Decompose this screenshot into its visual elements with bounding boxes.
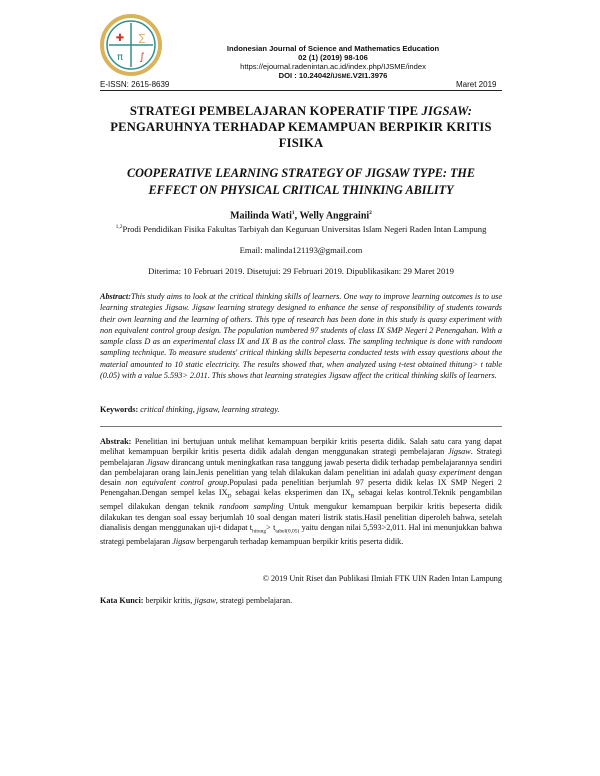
- section-divider: [100, 426, 502, 427]
- title-english: COOPERATIVE LEARNING STRATEGY OF JIGSAW TYPE: THE EFFECT ON PHYSICAL CRITICAL THINKING ABILITY: [126, 166, 476, 197]
- svg-text:✚: ✚: [115, 33, 125, 44]
- journal-url[interactable]: https://ejournal.radenintan.ac.id/index.php/IJSME/index: [240, 62, 426, 71]
- issue-date: Maret 2019: [456, 80, 497, 89]
- header-divider: [100, 90, 502, 91]
- abstract-english: Abstract:This study aims to look at the critical thinking skills of learners. One way to improve learning outcomes is to use learning strategies Jigsaw. Jigsaw learning strategy designed to enhance the sense of responsibility of students towards their own learning and the learning of others. This type of research has been done in this study is quasy experiment with non equivalent control group design. The population numbered 97 students of class IX SMP Negeri 2 Penengahan. With a sample class D as an experimental class IX and IX B as the control class. The sampling technique is done with randoom sampling technique. To measure students' critical thinking skills bepeserta conducted tests with essay questions about the material amounted to 10 static electricity. The results showed that, when analyzed using t-test obtained thitung> t table (0.05) with a value 5.593> 2.011. This shows that learning strategies Jigsaw affect the critical thinking skills of learners.: [100, 292, 502, 381]
- submission-dates: Diterima: 10 Februari 2019. Disetujui: 29 Februari 2019. Dipublikasikan: 29 Maret 2019: [148, 266, 454, 276]
- journal-logo-icon: [100, 14, 162, 76]
- svg-text:π: π: [116, 52, 124, 63]
- svg-text:∑: ∑: [138, 33, 146, 44]
- issn: E-ISSN: 2615-8639: [100, 80, 170, 89]
- journal-header: [168, 44, 498, 82]
- keywords-english: Keywords: critical thinking, jigsaw, learning strategy.: [100, 405, 280, 414]
- journal-doi: DOI : 10.24042/IJSME.V2I1.3976: [278, 71, 388, 80]
- affiliation: $^{1,2}$Prodi Pendidikan Fisika Fakultas Tarbiyah dan Keguruan Universitas Islam Negeri Raden Intan Lampung: [115, 224, 487, 234]
- journal-name: Indonesian Journal of Science and Mathematics Education: [226, 44, 440, 53]
- abstract-indonesian: Abstrak: Penelitian ini bertujuan untuk melihat kemampuan berpikir kritis peserta didik. Salah satu cara yang dapat melihat kemampuan berpikir kritis peserta didik adalah dengan menggunakan strategi pembelajaran Jigsaw. Strategi pembelajaran Jigsaw dirancang untuk meningkatkan rasa tanggung jawab peserta didik terhadap pembelajarannya sendiri dan pembelajaran orang lain.Jenis penelitian yang telah dilakukan dalam penelitian ini adalah quasy experiment dengan desain non equivalent control group.Populasi pada penelitian berjumlah 97 peserta didik kelas IX SMP Negeri 2 Penengahan.Dengan sempel kelas $IX_D$ sebagai kelas eksperimen dan $IX_B$ sebagai kelas kontrol.Teknik pengambilan sempel dilakukan dengan teknik randoom sampling Untuk mengukur kemampuan berpikir kritis bepeserta didik dilakukan tes dengan soal essay berjumlah 10 soal dengan materi listrik statis.Hasil penelitian diperoleh bahwa, setelah dianalisis dengan menggunakan uji-t didapat $t_{hitung}> t_{tabel(0,05)}$ yaitu dengan nilai 5,593>2,011. Hal ini menunjukkan bahwa strategi pembelajaran Jigsaw berpengaruh terhadap kemampuan berpikir kritis peserta didik.: [100, 437, 503, 546]
- title-indonesian: STRATEGI PEMBELAJARAN KOPERATIF TIPE JIGSAW: PENGARUHNYA TERHADAP KEMAMPUAN BERPIKIR KRITIS FISIKA: [110, 104, 492, 150]
- keywords-indonesian: Kata Kunci: berpikir kritis, jigsaw, strategi pembelajaran.: [100, 596, 293, 605]
- author-email[interactable]: Email: malinda121193@gmail.com: [239, 245, 363, 255]
- svg-text:∫: ∫: [139, 52, 145, 63]
- journal-volume: 02 (1) (2019) 98-106: [298, 53, 368, 62]
- copyright-notice: © 2019 Unit Riset dan Publikasi Ilmiah FTK UIN Raden Intan Lampung: [262, 574, 502, 583]
- authors: Mailinda Wati$^1$, Welly Anggraini$^2$: [230, 210, 372, 222]
